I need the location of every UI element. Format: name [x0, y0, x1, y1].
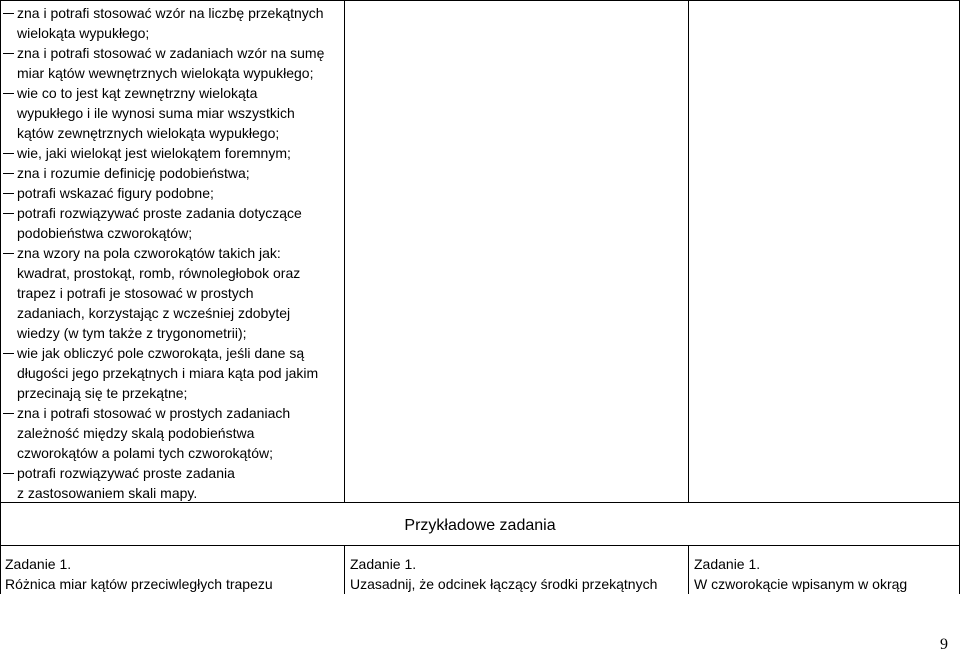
table-border-left: [0, 0, 1, 594]
task-label: Zadanie 1.: [350, 556, 417, 572]
column-divider: [688, 545, 689, 594]
section-heading: Przykładowe zadania: [404, 517, 556, 534]
list-item: zna i potrafi stosować wzór na liczbę przekątnych wielokąta wypukłego;: [3, 3, 341, 43]
task-label: Zadanie 1.: [694, 556, 761, 572]
page-number: 9: [940, 636, 948, 653]
list-item: zna i rozumie definicję podobieństwa;: [3, 163, 341, 183]
list-item: wie co to jest kąt zewnętrzny wielokąta wypukłego i ile wynosi suma miar wszystkich kątów zewnętrznych wielokąta wypukłego;: [3, 83, 341, 143]
list-item: potrafi rozwiązywać proste zadania dotyczące podobieństwa czworokątów;: [3, 203, 341, 243]
list-item: wie, jaki wielokąt jest wielokątem foremnym;: [3, 143, 341, 163]
column-divider: [688, 0, 689, 503]
task-text: Różnica miar kątów przeciwległych trapezu: [5, 576, 273, 592]
list-item: potrafi wskazać figury podobne;: [3, 183, 341, 203]
list-item: wie jak obliczyć pole czworokąta, jeśli dane są długości jego przekątnych i miara kąta pod jakim przecinają się te przekątne;: [3, 343, 341, 403]
column-divider: [344, 545, 345, 594]
task-label: Zadanie 1.: [5, 556, 72, 572]
example-task-3: [694, 554, 956, 594]
example-task-2: [350, 554, 684, 594]
example-task-1: [5, 554, 341, 594]
table-border-top: [0, 0, 960, 1]
list-item: zna i potrafi stosować w zadaniach wzór na sumę miar kątów wewnętrznych wielokąta wypukłego;: [3, 43, 341, 83]
row-divider: [0, 545, 960, 546]
task-text: W czworokącie wpisanym w okrąg: [694, 576, 908, 592]
list-item: zna wzory na pola czworokątów takich jak: kwadrat, prostokąt, romb, równoległobok oraz trapez i potrafi je stosować w prostych zadaniach, korzystając z wcześniej zdobytej wiedzy (w tym także z trygonometrii);: [3, 243, 341, 343]
list-item: zna i potrafi stosować w prostych zadaniach zależność między skalą podobieństwa czworokątów a polami tych czworokątów;: [3, 403, 341, 463]
list-item: potrafi rozwiązywać proste zadania z zastosowaniem skali mapy.: [3, 463, 341, 503]
requirements-list: [3, 3, 341, 503]
column-divider: [344, 0, 345, 503]
task-text: Uzasadnij, że odcinek łączący środki przekątnych: [350, 576, 658, 592]
